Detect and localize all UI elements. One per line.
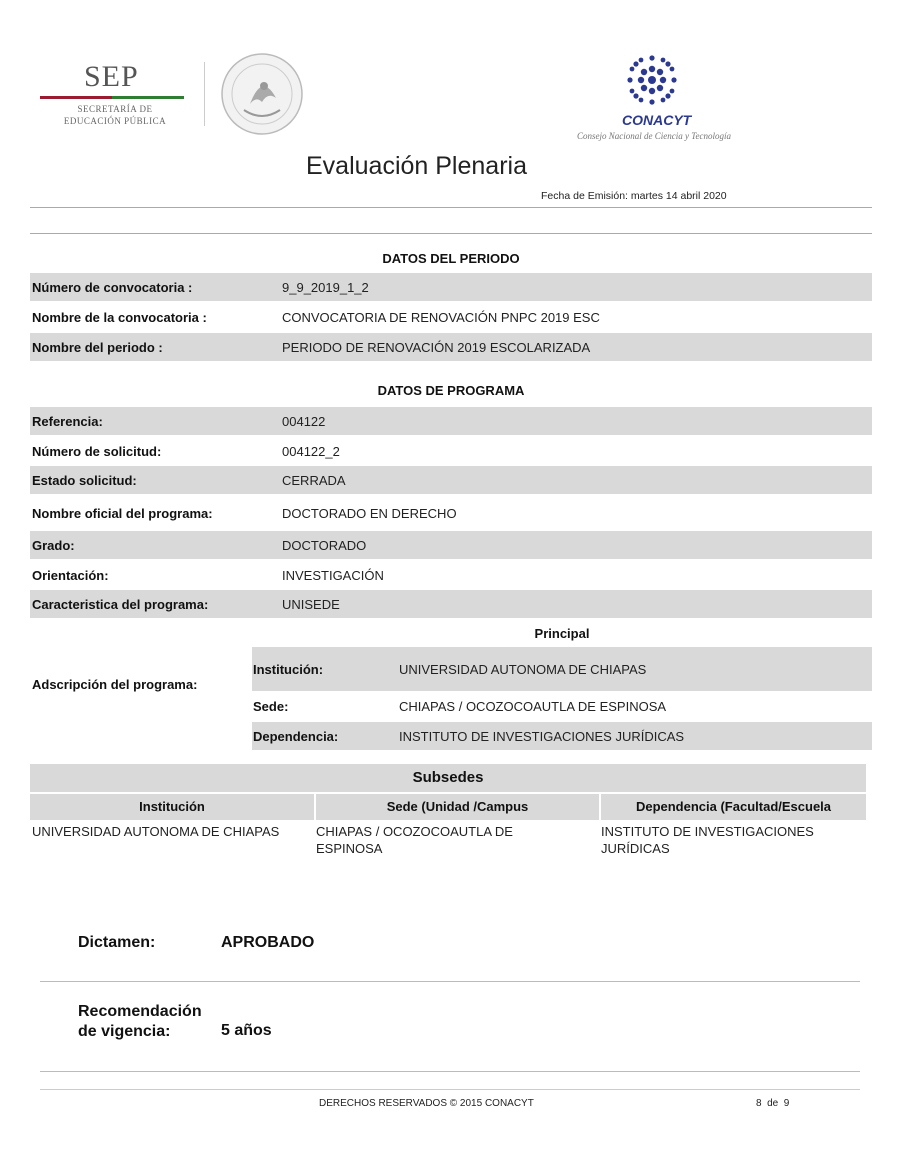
field-label: Nombre de la convocatoria : — [32, 310, 207, 325]
mexico-seal-icon — [220, 52, 304, 136]
table-row — [252, 647, 872, 691]
field-label: Grado: — [32, 538, 75, 553]
field-label: Nombre del periodo : — [32, 340, 163, 355]
divider — [40, 981, 860, 982]
divider — [30, 207, 872, 208]
table-row — [30, 407, 872, 435]
table-row — [30, 561, 872, 589]
table-row — [30, 303, 872, 331]
footer-rights: DERECHOS RESERVADOS © 2015 CONACYT — [319, 1098, 534, 1109]
field-value: INSTITUTO DE INVESTIGACIONES JURÍDICAS — [399, 729, 685, 744]
table-row — [30, 590, 872, 618]
subsede-sede-line2: ESPINOSA — [316, 841, 383, 856]
dictamen-value: APROBADO — [221, 934, 315, 951]
field-label: Referencia: — [32, 414, 103, 429]
field-value: 004122_2 — [282, 444, 340, 459]
vigencia-label-line2: de vigencia: — [78, 1023, 171, 1040]
field-label: Número de solicitud: — [32, 444, 162, 459]
column-header-sede: Sede (Unidad /Campus — [316, 794, 599, 820]
field-value: INVESTIGACIÓN — [282, 568, 384, 583]
field-label: Estado solicitud: — [32, 473, 137, 488]
subsede-dependencia — [601, 823, 866, 857]
field-value: DOCTORADO EN DERECHO — [282, 506, 457, 521]
field-value: DOCTORADO — [282, 538, 367, 553]
field-label: Sede: — [253, 699, 289, 714]
field-value: CONVOCATORIA DE RENOVACIÓN PNPC 2019 ESC — [282, 310, 600, 325]
subsede-dependencia-line1: INSTITUTO DE INVESTIGACIONES — [601, 824, 814, 839]
field-label: Nombre oficial del programa: — [32, 506, 213, 521]
conacyt-name: CONACYT — [622, 112, 692, 128]
section-title-programa: DATOS DE PROGRAMA — [377, 383, 525, 398]
subsede-sede — [316, 823, 596, 857]
vigencia-label — [78, 1002, 202, 1042]
field-value: 9_9_2019_1_2 — [282, 280, 369, 295]
field-label: Institución: — [253, 662, 324, 677]
subsede-dependencia-line2: JURÍDICAS — [601, 841, 670, 856]
sep-logo-title: SEP — [84, 60, 139, 93]
sep-subtitle-line1: SECRETARÍA DE — [77, 104, 153, 114]
page-number: 8 de 9 — [756, 1098, 790, 1109]
field-value: UNISEDE — [282, 597, 340, 612]
subsede-institucion: UNIVERSIDAD AUTONOMA DE CHIAPAS — [32, 824, 280, 839]
table-row — [30, 466, 872, 494]
fecha-emision — [541, 190, 727, 202]
logo-divider — [204, 62, 205, 126]
field-label: Número de convocatoria : — [32, 280, 193, 295]
conacyt-logo-icon — [622, 50, 682, 110]
sep-logo-bar — [40, 96, 184, 99]
field-value: UNIVERSIDAD AUTONOMA DE CHIAPAS — [399, 662, 647, 677]
divider — [30, 233, 872, 234]
table-row — [252, 693, 872, 721]
conacyt-subtitle: Consejo Nacional de Ciencia y Tecnología — [577, 131, 731, 141]
table-row — [30, 333, 872, 361]
dictamen-label: Dictamen: — [78, 934, 156, 951]
divider — [40, 1089, 860, 1090]
page-title: Evaluación Plenaria — [306, 152, 527, 180]
principal-title: Principal — [534, 626, 590, 641]
section-title-periodo: DATOS DEL PERIODO — [382, 251, 520, 266]
field-value: PERIODO DE RENOVACIÓN 2019 ESCOLARIZADA — [282, 340, 591, 355]
table-row — [30, 531, 872, 559]
subsedes-title: Subsedes — [30, 764, 866, 792]
field-value: CERRADA — [282, 473, 346, 488]
table-row — [30, 273, 872, 301]
sep-logo-subtitle — [40, 103, 190, 127]
subsede-sede-line1: CHIAPAS / OCOZOCOAUTLA DE — [316, 824, 513, 839]
fecha-value: martes 14 abril 2020 — [630, 190, 727, 202]
field-label: Dependencia: — [253, 729, 339, 744]
column-header-institucion: Institución — [30, 794, 314, 820]
field-label: Caracteristica del programa: — [32, 597, 209, 612]
table-row — [30, 499, 872, 527]
field-label: Orientación: — [32, 568, 109, 583]
sep-subtitle-line2: EDUCACIÓN PÚBLICA — [63, 116, 167, 126]
divider — [40, 1071, 860, 1072]
table-row — [252, 722, 872, 750]
column-header-dependencia: Dependencia (Facultad/Escuela — [601, 794, 866, 820]
table-row — [30, 437, 872, 465]
adscripcion-label: Adscripción del programa: — [32, 677, 198, 692]
field-value: CHIAPAS / OCOZOCOAUTLA DE ESPINOSA — [399, 699, 667, 714]
vigencia-value: 5 años — [221, 1022, 272, 1039]
vigencia-label-line1: Recomendación — [78, 1003, 202, 1020]
field-value: 004122 — [282, 414, 326, 429]
fecha-label: Fecha de Emisión: — [541, 190, 628, 202]
